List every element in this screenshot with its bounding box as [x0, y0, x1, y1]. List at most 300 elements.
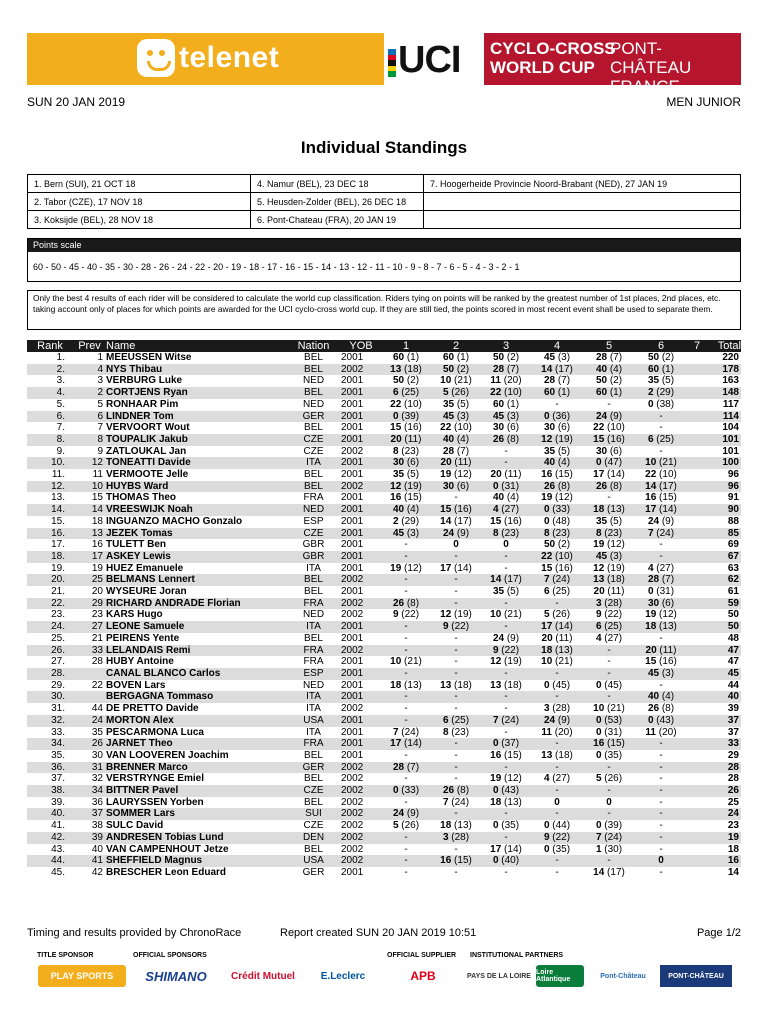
cell-2: 10 (21): [440, 375, 472, 387]
cell-rank: 30.: [27, 691, 73, 703]
cell-total: 220: [722, 352, 739, 363]
cell-1: -: [404, 703, 408, 715]
cell-total: 96: [727, 469, 739, 481]
cell-4: 0: [554, 796, 560, 808]
cell-5: -: [607, 398, 611, 410]
cell-1: 45 (3): [381, 528, 431, 540]
cell-1: -: [381, 645, 431, 657]
cell-6: -: [635, 808, 687, 820]
cell-7: [687, 352, 707, 364]
cell-nation: USA: [286, 715, 341, 727]
cell-2: 3 (28): [431, 832, 481, 844]
cell-7: [687, 574, 707, 586]
cell-name: RICHARD ANDRADE Florian: [106, 598, 286, 610]
column-header: Nation: [286, 340, 341, 352]
cell-1: -: [404, 773, 408, 785]
cell-rank: 34.: [27, 738, 73, 750]
cell-yob: 2002: [341, 703, 364, 715]
shimano-logo: SHIMANO: [145, 968, 207, 984]
cell-7: [687, 808, 707, 820]
leclerc-logo: E.Leclerc: [320, 970, 366, 982]
cell-rank: 11.: [51, 469, 65, 481]
cell-3: 14 (17): [481, 574, 531, 586]
cell-total: 114: [707, 411, 741, 423]
cell-name: VERMOOTE Jelle: [106, 469, 189, 481]
cell-prev: 13: [73, 528, 106, 540]
cell-rank: 8.: [27, 434, 73, 446]
cell-7: [687, 715, 707, 727]
cell-5: 26 (8): [583, 481, 635, 493]
cell-yob: 2002: [341, 445, 364, 457]
cell-3: 35 (5): [492, 586, 520, 598]
cell-total: 26: [707, 785, 741, 797]
points-scale-box: [27, 238, 741, 282]
cell-nation: GBR: [302, 539, 325, 551]
cell-total: 61: [727, 586, 739, 598]
cell-5: 1 (30): [595, 843, 623, 855]
cell-1: 10 (21): [390, 656, 422, 668]
cell-1: 40 (4): [381, 504, 431, 516]
cell-6: -: [659, 749, 663, 761]
cell-yob: 2001: [341, 679, 364, 691]
cell-6: 50 (2): [647, 352, 675, 363]
table-row: [27, 820, 741, 832]
cell-nation: GER: [286, 411, 341, 423]
cell-2: -: [454, 843, 458, 855]
cell-total: 148: [707, 387, 741, 399]
cell-nation: USA: [286, 855, 341, 867]
cell-6: -: [659, 820, 663, 832]
cell-rank: 24.: [27, 621, 73, 633]
cell-5: 8 (23): [583, 528, 635, 540]
cell-2: -: [454, 586, 458, 598]
cell-rank: 39.: [51, 796, 65, 808]
events-row: [28, 175, 741, 193]
cell-2: 26 (8): [431, 785, 481, 797]
cell-7: [687, 492, 707, 504]
cell-7: [687, 785, 707, 797]
cell-nation: BEL: [304, 773, 323, 785]
column-header: 3: [481, 340, 531, 352]
cell-nation: BEL: [304, 469, 323, 481]
table-row: [27, 855, 741, 867]
cell-rank: 12.: [27, 481, 73, 493]
cell-name: VERSTRYNGE Emiel: [106, 773, 204, 785]
cell-total: 63: [727, 562, 739, 574]
cell-rank: 27.: [51, 656, 65, 668]
cell-yob: 2001: [341, 492, 364, 504]
cell-4: 18 (13): [531, 645, 583, 657]
cell-4: 0 (36): [531, 411, 583, 423]
cell-nation: BEL: [286, 364, 341, 376]
cell-rank: 42.: [27, 832, 73, 844]
cell-5: 40 (4): [583, 364, 635, 376]
cell-4: 7 (24): [531, 574, 583, 586]
cell-total: 59: [707, 598, 741, 610]
cell-rank: 5.: [56, 398, 65, 410]
cell-6: 0: [635, 855, 687, 867]
cell-prev: 21: [91, 632, 103, 644]
cell-1: 60 (1): [392, 352, 420, 363]
cell-total: 104: [722, 422, 739, 434]
cell-rank: 40.: [27, 808, 73, 820]
cell-name: DE PRETTO Davide: [106, 703, 199, 715]
cell-3: -: [504, 703, 508, 715]
cell-total: 85: [707, 528, 741, 540]
cell-name: VREESWIJK Noah: [106, 504, 286, 516]
credit-mutuel-logo: Crédit Mutuel: [231, 970, 295, 982]
cell-yob: 2001: [341, 562, 364, 574]
cell-nation: BEL: [304, 352, 323, 363]
cell-5: 9 (22): [595, 609, 623, 621]
cell-2: -: [454, 703, 458, 715]
cell-name: INGUANZO MACHO Gonzalo: [106, 515, 243, 527]
cell-7: [687, 504, 707, 516]
report-created: Report created SUN 20 JAN 2019 10:51: [280, 927, 477, 939]
cell-3: 12 (19): [490, 656, 522, 668]
cell-4: -: [531, 738, 583, 750]
cell-5: 17 (14): [593, 469, 625, 481]
cell-5: -: [607, 656, 611, 668]
cell-5: 4 (27): [595, 632, 623, 644]
cell-3: 18 (13): [490, 796, 522, 808]
cell-2: 8 (23): [442, 726, 470, 738]
cell-1: 35 (5): [392, 469, 420, 481]
uci-logo: [384, 33, 484, 85]
cell-7: [687, 411, 707, 423]
cell-6: 60 (1): [635, 364, 687, 376]
cell-7: [687, 375, 707, 387]
cell-3: 0 (35): [492, 820, 520, 832]
cell-name: JEZEK Tomas: [106, 528, 286, 540]
cell-1: 16 (15): [390, 492, 422, 504]
cell-prev: 16: [91, 539, 103, 551]
cell-6: 7 (24): [635, 528, 687, 540]
official-sponsors-label: OFFICIAL SPONSORS: [133, 952, 207, 959]
points-scale-values: 60 - 50 - 45 - 40 - 35 - 30 - 28 - 26 - 24 - 22 - 20 - 19 - 18 - 17 - 16 - 15 - 14 - 13 - 12 - 11 - 10 - 9 - 8 - 7 - 6 - 5 - 4 - 3 - 2 - 1: [33, 262, 520, 272]
cell-yob: 2002: [341, 843, 364, 855]
cell-3: -: [481, 457, 531, 469]
cell-total: 90: [707, 504, 741, 516]
cell-name: ANDRESEN Tobias Lund: [106, 832, 286, 844]
cell-7: [687, 844, 707, 856]
cell-rank: 23.: [51, 609, 65, 621]
cell-total: 14: [727, 866, 739, 878]
cell-6: 2 (29): [635, 387, 687, 399]
cell-6: -: [635, 832, 687, 844]
cell-total: 39: [727, 703, 739, 715]
cell-3: 17 (14): [490, 843, 522, 855]
cell-yob: 2001: [341, 469, 364, 481]
cell-5: 5 (26): [595, 773, 623, 785]
cell-prev: 5: [97, 398, 103, 410]
cell-2: 6 (25): [431, 715, 481, 727]
cell-3: 16 (15): [490, 749, 522, 761]
cell-1: -: [404, 539, 408, 551]
cell-4: -: [531, 808, 583, 820]
cell-7: [687, 832, 707, 844]
cell-6: 26 (8): [647, 703, 675, 715]
cell-name: BELMANS Lennert: [106, 574, 286, 586]
cell-7: [687, 434, 707, 446]
cell-nation: BEL: [304, 586, 323, 598]
table-row: [27, 528, 741, 540]
cell-total: 16: [707, 855, 741, 867]
cell-2: 20 (11): [431, 457, 481, 469]
cell-rank: 4.: [27, 387, 73, 399]
event-cell: 5. Heusden-Zolder (BEL), 26 DEC 18: [251, 193, 424, 211]
cell-6: -: [659, 539, 663, 551]
cell-7: [687, 820, 707, 832]
cell-total: 47: [707, 645, 741, 657]
cell-2: -: [454, 749, 458, 761]
cell-2: -: [454, 632, 458, 644]
table-row: [27, 797, 741, 809]
table-row: [27, 516, 741, 528]
ville-pont-chateau-logo: PONT-CHÂTEAU: [660, 965, 732, 987]
cell-yob: 2001: [341, 352, 364, 363]
cell-4: 8 (23): [531, 528, 583, 540]
cell-yob: 2002: [341, 796, 364, 808]
cell-6: -: [635, 551, 687, 563]
cell-2: 19 (12): [440, 469, 472, 481]
cell-name: HUYBS Ward: [106, 481, 286, 493]
cell-yob: 2001: [341, 551, 381, 563]
cell-name: TOUPALIK Jakub: [106, 434, 286, 446]
event-cell: 1. Bern (SUI), 21 OCT 18: [28, 175, 251, 193]
cell-3: 13 (18): [490, 679, 522, 691]
table-row: [27, 609, 741, 621]
cell-nation: FRA: [303, 492, 324, 504]
cell-6: 20 (11): [635, 645, 687, 657]
cell-2: -: [431, 808, 481, 820]
cell-7: [687, 633, 707, 645]
cell-7: [687, 528, 707, 540]
cell-4: 0 (44): [543, 820, 571, 832]
cell-name: RONHAAR Pim: [106, 398, 179, 410]
cell-prev: 39: [73, 832, 106, 844]
cell-yob: 2001: [341, 632, 364, 644]
cell-nation: BEL: [304, 749, 323, 761]
cell-4: 16 (15): [541, 469, 573, 481]
cell-1: 26 (8): [381, 598, 431, 610]
table-row: [27, 750, 741, 762]
cell-prev: 7: [97, 422, 103, 434]
cell-5: 0 (31): [595, 726, 623, 738]
cell-4: 24 (9): [531, 715, 583, 727]
cell-yob: 2002: [341, 820, 364, 832]
cell-yob: 2002: [341, 785, 381, 797]
table-row: [27, 785, 741, 797]
cell-name: CORTJENS Ryan: [106, 387, 286, 399]
table-row: [27, 668, 741, 680]
cell-rank: 44.: [27, 855, 73, 867]
cell-3: -: [481, 668, 531, 680]
cell-name: NYS Thibau: [106, 364, 286, 376]
cell-1: -: [381, 621, 431, 633]
cell-4: 5 (26): [543, 609, 571, 621]
cell-2: -: [454, 866, 458, 878]
cell-prev: 3: [97, 375, 103, 387]
title-sponsor-name: telenet: [179, 41, 280, 74]
cell-nation: ITA: [306, 703, 321, 715]
cell-nation: BEL: [304, 632, 323, 644]
table-row: [27, 399, 741, 411]
cell-4: 6 (25): [543, 586, 571, 598]
page-title: Individual Standings: [300, 138, 468, 157]
cell-yob: 2002: [341, 808, 381, 820]
table-row: [27, 703, 741, 715]
cell-7: [687, 422, 707, 434]
cell-3: 45 (3): [481, 411, 531, 423]
table-row: [27, 680, 741, 692]
timing-credit: Timing and results provided by ChronoRace: [27, 927, 242, 939]
cell-prev: 17: [73, 551, 106, 563]
header-banner: [27, 33, 741, 96]
cell-2: -: [431, 762, 481, 774]
cell-3: 15 (16): [490, 515, 522, 527]
cell-4: -: [531, 855, 583, 867]
cell-nation: CZE: [303, 820, 324, 832]
cell-1: -: [404, 796, 408, 808]
cell-1: -: [381, 551, 431, 563]
cell-7: [687, 609, 707, 621]
cell-2: 28 (7): [442, 445, 470, 457]
cell-7: [687, 598, 707, 610]
table-row: [27, 656, 741, 668]
column-header: 6: [635, 340, 687, 352]
cell-nation: ITA: [306, 562, 321, 574]
cell-4: 10 (21): [541, 656, 573, 668]
cell-4: 20 (11): [541, 632, 573, 644]
race-category: MEN JUNIOR: [666, 95, 741, 109]
cell-4: 3 (28): [543, 703, 571, 715]
cell-6: 11 (20): [645, 726, 677, 738]
cell-name: WYSEURE Joran: [106, 586, 187, 598]
standings-table: [27, 340, 741, 879]
cell-6: 40 (4): [635, 691, 687, 703]
cell-3: 0 (40): [481, 855, 531, 867]
cell-total: 29: [727, 749, 739, 761]
cell-4: -: [531, 762, 583, 774]
cell-rank: 45.: [51, 866, 65, 878]
cell-yob: 2001: [341, 749, 364, 761]
cell-total: 96: [707, 481, 741, 493]
cell-7: [687, 399, 707, 411]
points-scale-label: Points scale: [28, 239, 740, 252]
cell-3: 20 (11): [490, 469, 522, 481]
cell-total: 47: [727, 656, 739, 668]
cell-nation: GER: [286, 762, 341, 774]
cell-6: 6 (25): [635, 434, 687, 446]
cell-name: HUBY Antoine: [106, 656, 174, 668]
cell-2: -: [431, 668, 481, 680]
cell-prev: 9: [97, 445, 103, 457]
cell-rank: 32.: [27, 715, 73, 727]
cell-3: -: [481, 551, 531, 563]
title-sponsor-label: TITLE SPONSOR: [37, 952, 94, 959]
cell-nation: CZE: [286, 434, 341, 446]
cell-nation: ITA: [306, 726, 321, 738]
cell-5: 0 (35): [595, 749, 623, 761]
cell-rank: 15.: [51, 515, 65, 527]
cell-5: 12 (19): [593, 562, 625, 574]
cell-1: 13 (18): [381, 364, 431, 376]
cell-4: 0 (33): [531, 504, 583, 516]
cell-1: 6 (25): [381, 387, 431, 399]
cell-name: SOMMER Lars: [106, 808, 286, 820]
cell-5: 7 (24): [583, 832, 635, 844]
cell-6: -: [659, 422, 663, 434]
cell-name: SULC David: [106, 820, 164, 832]
cell-6: 0 (43): [635, 715, 687, 727]
cell-rank: 19.: [51, 562, 65, 574]
table-row: [27, 586, 741, 598]
column-header: 5: [583, 340, 635, 352]
cell-nation: DEN: [286, 832, 341, 844]
cell-3: 30 (6): [492, 422, 520, 434]
cell-2: 30 (6): [431, 481, 481, 493]
event-cell: [424, 193, 741, 211]
table-row: [27, 645, 741, 657]
cell-total: 45: [707, 668, 741, 680]
table-row: [27, 633, 741, 645]
cell-name: LELANDAIS Remi: [106, 645, 286, 657]
cell-4: -: [531, 785, 583, 797]
column-header: 4: [531, 340, 583, 352]
cell-total: 23: [727, 820, 739, 832]
event-cell: 4. Namur (BEL), 23 DEC 18: [251, 175, 424, 193]
cell-yob: 2001: [341, 726, 364, 738]
cell-4: 0 (45): [543, 679, 571, 691]
table-row: [27, 504, 741, 516]
cell-total: 25: [727, 796, 739, 808]
cell-2: 45 (3): [431, 411, 481, 423]
cell-4: 60 (1): [531, 387, 583, 399]
cell-prev: 33: [73, 645, 106, 657]
cell-nation: ITA: [286, 621, 341, 633]
cell-5: 0 (47): [583, 457, 635, 469]
cell-name: ASKEY Lewis: [106, 551, 286, 563]
cell-nation: ITA: [286, 691, 341, 703]
cell-7: [687, 551, 707, 563]
cell-3: -: [481, 691, 531, 703]
cell-3: -: [481, 621, 531, 633]
cell-5: 20 (11): [593, 586, 625, 598]
cell-2: -: [431, 598, 481, 610]
cell-5: 0 (39): [595, 820, 623, 832]
cell-4: -: [555, 866, 559, 878]
cell-1: 18 (13): [390, 679, 422, 691]
telenet-logo-icon: [137, 39, 175, 77]
cell-total: 67: [707, 551, 741, 563]
cell-name: KARS Hugo: [106, 609, 163, 621]
cell-5: 10 (21): [593, 703, 625, 715]
cell-3: 8 (23): [481, 528, 531, 540]
cell-1: 0 (33): [381, 785, 431, 797]
cell-prev: 6: [73, 411, 106, 423]
table-row: [27, 469, 741, 481]
cell-1: -: [404, 749, 408, 761]
cell-yob: 2002: [341, 773, 364, 785]
cell-4: 30 (6): [543, 422, 571, 434]
cell-6: 4 (27): [647, 562, 675, 574]
cell-6: 15 (16): [645, 656, 677, 668]
cell-total: 19: [707, 832, 741, 844]
table-row: [27, 539, 741, 551]
event-cell: 7. Hoogerheide Provincie Noord-Brabant (NED), 27 JAN 19: [424, 175, 741, 193]
cell-7: [687, 563, 707, 575]
